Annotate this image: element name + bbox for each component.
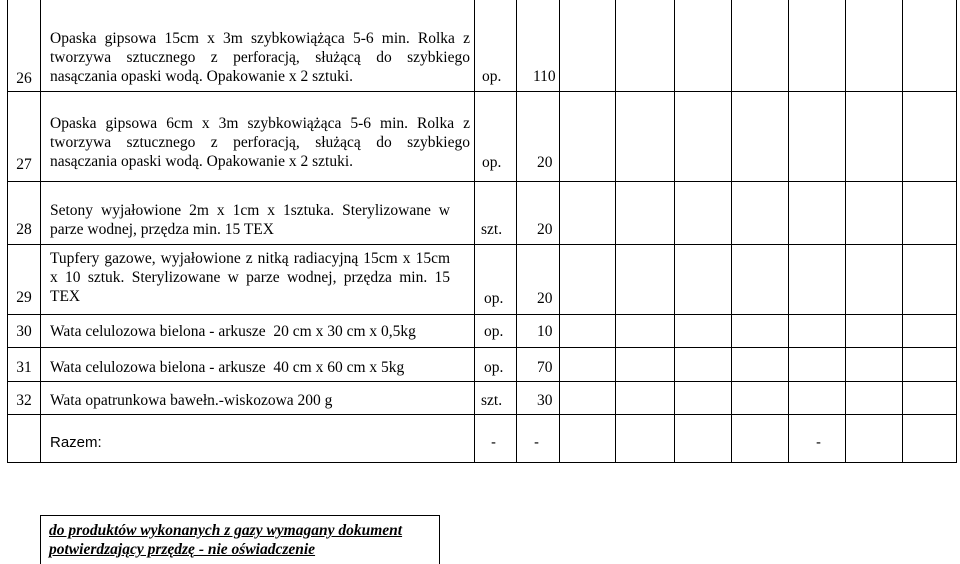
grid-line <box>845 0 846 462</box>
total-dash: - <box>534 434 539 451</box>
grid-line <box>559 0 560 462</box>
row-number: 28 <box>16 221 32 238</box>
item-unit: op. <box>484 359 504 376</box>
row-number: 30 <box>16 323 32 340</box>
item-quantity: 20 <box>537 290 553 307</box>
item-unit: szt. <box>481 392 503 409</box>
grid-line <box>674 0 675 462</box>
row-number: 27 <box>16 156 32 173</box>
total-label: Razem: <box>50 434 102 451</box>
grid-line <box>731 0 732 462</box>
item-description: Opaska gipsowa 6cm x 3m szybkowiążąca 5-6 min. Rolka z tworzywa sztucznego z perforacją, służącą do szybkiego nasączania opaski wodą. Opakowanie x 2 sztuki. <box>50 115 470 170</box>
item-unit: op. <box>484 290 504 307</box>
item-quantity: 110 <box>533 68 556 85</box>
item-unit: szt. <box>481 221 503 238</box>
item-description: Wata celulozowa bielona - arkusze 20 cm x 30 cm x 0,5kg <box>50 323 416 340</box>
item-quantity: 10 <box>537 323 553 340</box>
note-line: do produktów wykonanych z gazy wymagany dokument <box>49 522 403 539</box>
item-quantity: 70 <box>537 359 553 376</box>
item-description: Opaska gipsowa 15cm x 3m szybkowiążąca 5-6 min. Rolka z tworzywa sztucznego z perforacją, służącą do szybkiego nasączania opaski wodą. Opakowanie x 2 sztuki. <box>50 30 470 85</box>
item-description: Tupfery gazowe, wyjałowione z nitką radiacyjną 15cm x 15cm x 10 sztuk. Sterylizowane w parze wodnej, przędza min. 15 TEX <box>50 250 450 305</box>
item-unit: op. <box>484 323 504 340</box>
grid-line <box>7 381 957 382</box>
grid-line <box>516 0 517 462</box>
row-number: 32 <box>16 392 32 409</box>
total-dash: - <box>491 434 496 451</box>
item-description: Setony wyjałowione 2m x 1cm x 1sztuka. Sterylizowane w parze wodnej, przędza min. 15 TEX <box>50 202 450 238</box>
row-number: 26 <box>16 70 32 87</box>
item-quantity: 20 <box>537 221 553 238</box>
item-unit: op. <box>482 154 502 171</box>
item-quantity: 30 <box>537 392 553 409</box>
grid-line <box>788 0 789 462</box>
grid-line <box>7 91 957 92</box>
item-quantity: 20 <box>537 154 553 171</box>
grid-line <box>7 414 957 415</box>
grid-line <box>40 0 41 462</box>
total-dash: - <box>816 434 821 451</box>
grid-line <box>474 0 475 462</box>
grid-line <box>7 181 957 182</box>
grid-line <box>7 347 957 348</box>
grid-line <box>902 0 903 462</box>
item-description: Wata opatrunkowa bawełn.-wiskozowa 200 g <box>50 392 333 409</box>
grid-line <box>7 244 957 245</box>
note-line: potwierdzający przędzę - nie oświadczenie <box>49 541 316 558</box>
row-number: 29 <box>16 289 32 306</box>
row-number: 31 <box>16 359 32 376</box>
note-box <box>40 515 440 564</box>
grid-line <box>615 0 616 462</box>
grid-line <box>7 314 957 315</box>
grid-line <box>956 0 957 462</box>
item-description: Wata celulozowa bielona - arkusze 40 cm x 60 cm x 5kg <box>50 359 405 376</box>
grid-line <box>7 462 957 463</box>
item-unit: op. <box>482 68 502 85</box>
